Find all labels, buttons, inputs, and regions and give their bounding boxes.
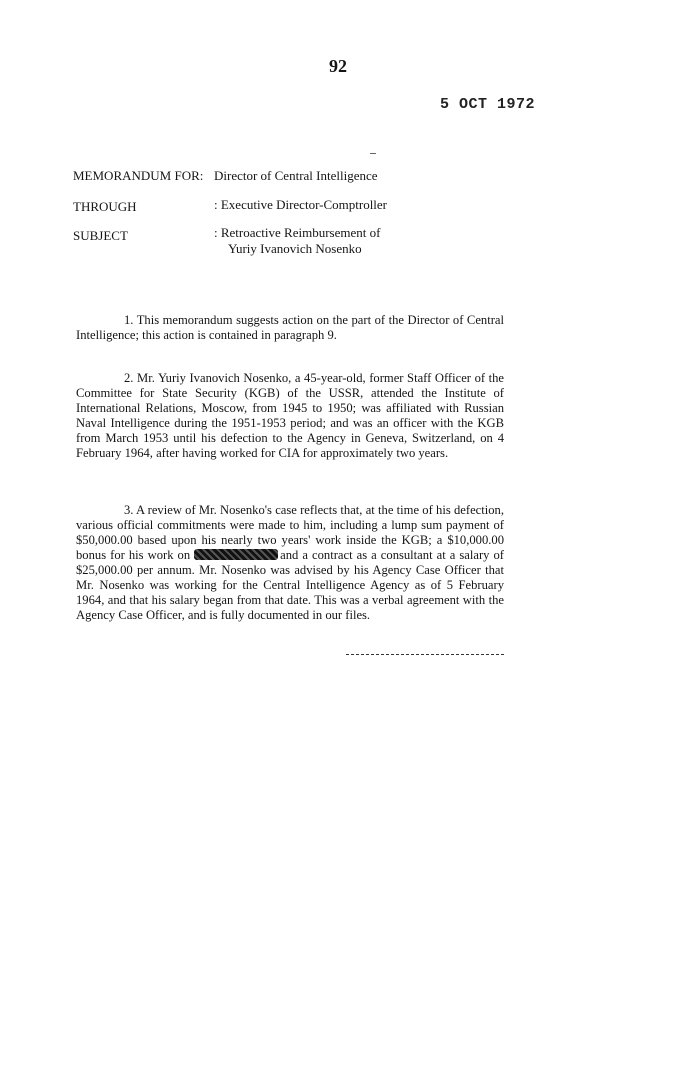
paragraph-3-text-before: 3. A review of Mr. Nosenko's case reflects that, at the time of his defection, various official commitments were made to him, including a lump sum payment of $50,000.00 based upon his nearly two years' work inside the KGB; a $10,000.00 bonus for his work on (76, 503, 504, 562)
page-number: 92 (329, 56, 347, 76)
date-stamp: 5 OCT 1972 (440, 96, 536, 113)
handwritten-underline (346, 654, 504, 655)
paragraph-3 (76, 503, 504, 623)
paragraph-2: 2. Mr. Yuriy Ivanovich Nosenko, a 45-year-old, former Staff Officer of the Committee for State Security (KGB) of the USSR, attended the Institute of International Relations, Moscow, from 1945 to 1950; was affiliated with Russian Naval Intelligence during the 1951-1953 period; and was an officer with the KGB from March 1953 until his defection to the Agency in Geneva, Switzerland, on 4 February 1964, after having worked for CIA for approximately two years. (76, 371, 504, 460)
through-value: : Executive Director-Comptroller (214, 197, 388, 212)
through-label: THROUGH (73, 199, 137, 214)
paragraph-3-text-after: and a contract as a consultant at a salary of $25,000.00 per annum. Mr. Nosenko was advised by his Agency Case Officer that Mr. Nosenko was working for the Central Intelligence Agency as of 5 February 1964, and that his salary began from that date. This was a verbal agreement with the Agency Case Officer, and is fully documented in our files. (76, 548, 504, 622)
memorandum-for-label: MEMORANDUM FOR: (73, 168, 204, 183)
subject-label: SUBJECT (73, 228, 128, 243)
subject-value-line2: Yuriy Ivanovich Nosenko (228, 241, 362, 256)
redaction-block (194, 549, 278, 560)
stray-mark (370, 153, 376, 154)
paragraph-1: 1. This memorandum suggests action on the part of the Director of Central Intelligence; this action is contained in paragraph 9. (76, 313, 504, 342)
memorandum-for-value: Director of Central Intelligence (214, 168, 378, 183)
subject-value-line1: : Retroactive Reimbursement of (214, 225, 381, 240)
